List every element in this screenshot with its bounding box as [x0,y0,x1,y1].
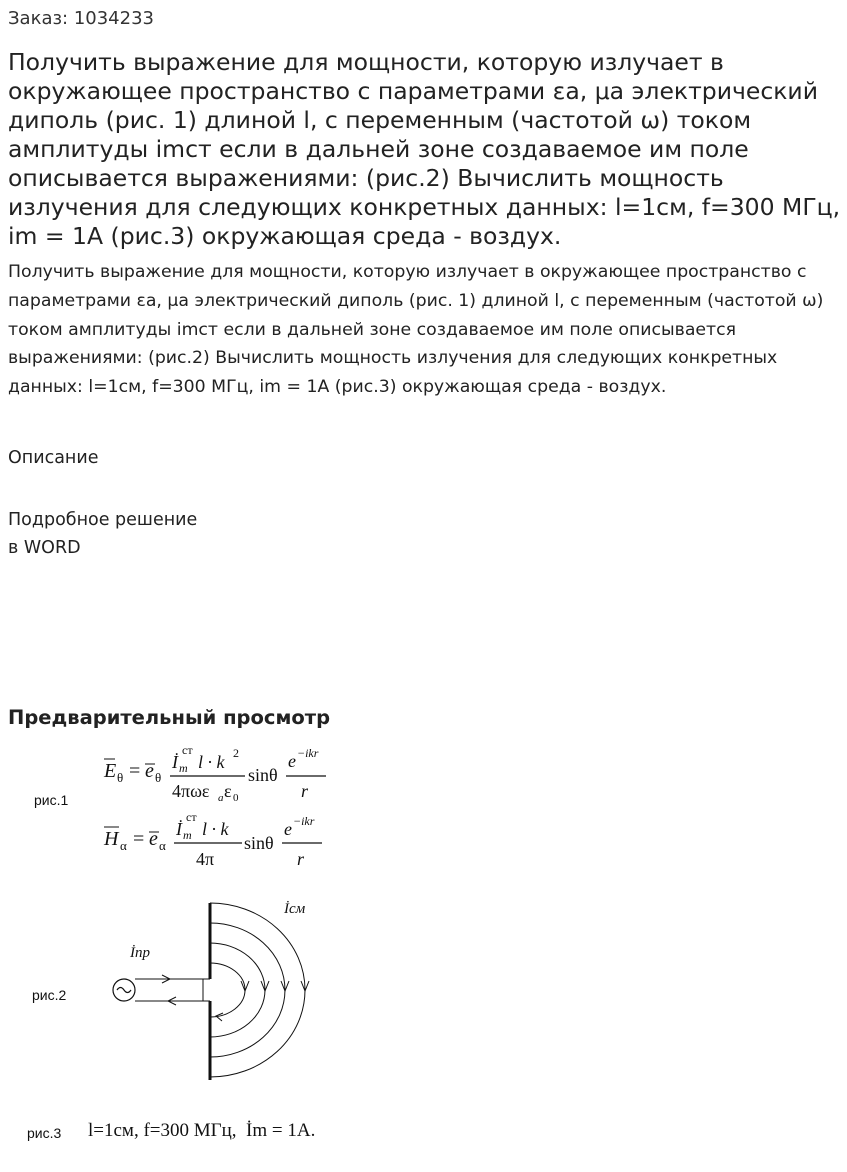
svg-text:e: e [145,760,154,782]
field-formulas [100,743,360,873]
svg-text:4π: 4π [196,849,215,869]
page-title: Получить выражение для мощности, которую излучает в окружающее пространство с параметрами εа, μа электрический диполь (рис. 1) длиной l, с переменным (частотой ω) током амплитуды imст если в дальней зоне создаваемое им поле описывается выражениями: (рис.2) Вычислить мощность излучения для следующих конкретных данных: l=1см, f=300 МГц, im = 1А (рис.3) окружающая среда - воздух. [8,48,841,250]
svg-text:−ikr: −ikr [293,814,315,828]
fig3-label: рис.3 [27,1125,62,1141]
displacement-current-label: İсм [284,901,306,917]
svg-text:sinθ: sinθ [248,765,278,785]
conduction-current-label: İпр [130,945,150,961]
fig1-label: рис.1 [34,792,69,808]
order-number: Заказ: 1034233 [8,8,154,29]
svg-text:e: e [149,828,158,850]
svg-text:2: 2 [233,746,239,760]
svg-text:ст: ст [186,810,197,824]
fig3-data: l=1см, f=300 МГц, İm = 1А. [88,1120,316,1141]
fig2-label: рис.2 [32,987,67,1003]
svg-text:E: E [104,760,117,782]
svg-text:θ: θ [117,770,124,785]
preview-image [0,735,420,1165]
svg-text:−ikr: −ikr [297,746,319,760]
svg-text:α: α [120,838,127,853]
solution-line-1: Подробное решение [8,510,198,530]
svg-text:İ: İ [172,752,178,772]
solution-line-2: в WORD [8,538,81,558]
preview-title: Предварительный просмотр [8,706,331,729]
svg-text:e: e [288,751,296,771]
svg-text:İ: İ [176,819,182,839]
svg-text:r: r [297,849,305,869]
svg-text:l · k: l · k [202,819,229,839]
svg-text:H: H [104,828,119,850]
svg-text:θ: θ [155,770,162,785]
svg-text:l · k: l · k [198,752,225,772]
svg-text:a: a [218,792,224,804]
dipole-diagram [100,895,420,1085]
svg-text:=: = [129,760,141,782]
svg-text:m: m [179,761,188,775]
svg-text:r: r [301,781,309,801]
svg-text:0: 0 [233,792,239,804]
svg-text:m: m [183,828,192,842]
task-description: Получить выражение для мощности, которую излучает в окружающее пространство с параметрами εа, μа электрический диполь (рис. 1) длиной l, с переменным (частотой ω) током амплитуды imст если в дальней зоне создаваемое им поле описывается выражениями: (рис.2) Вычислить мощность излучения для следующих конкретных данных: l=1см, f=300 МГц, im = 1А (рис.3) окружающая среда - воздух. [8,262,824,398]
svg-text:α: α [159,838,166,853]
svg-text:ст: ст [182,743,193,757]
section-description-label: Описание [8,448,99,468]
svg-text:ε: ε [224,781,232,801]
svg-text:=: = [133,828,145,850]
svg-text:4πωε: 4πωε [172,781,210,801]
svg-text:sinθ: sinθ [244,833,274,853]
svg-text:e: e [284,819,292,839]
